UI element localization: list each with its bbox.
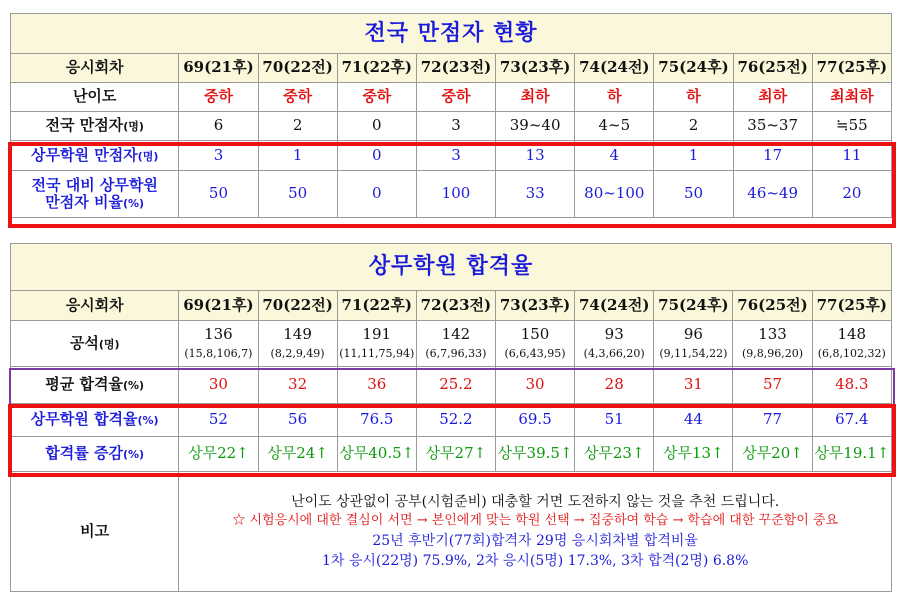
national-perfect-row: [11, 112, 892, 141]
questions-total: 149: [283, 325, 312, 344]
table2-title: 상무학원 합격율: [11, 244, 892, 291]
ratio-cell: 33: [496, 171, 575, 218]
national-cell: 39~40: [496, 112, 575, 141]
questions-detail: (9,11,54,22): [659, 346, 728, 360]
ratio-cell: 50: [258, 171, 337, 218]
questions-cell: [179, 321, 258, 367]
pass-diff-cell: 상무19.1↑: [812, 437, 891, 472]
table2-header-label: 응시회차: [11, 291, 179, 321]
pass-diff-cell: 상무23↑: [575, 437, 654, 472]
difficulty-cell: 최하: [496, 83, 575, 112]
sangmu-pass-cell: 77: [733, 404, 812, 437]
difficulty-label: 난이도: [11, 83, 179, 112]
questions-total: 148: [837, 325, 867, 344]
questions-detail: (4,3,66,20): [583, 346, 645, 360]
questions-detail: (11,11,75,94): [339, 346, 415, 360]
sangmu-perfect-cell: 3: [179, 141, 258, 171]
session-cell: 70(22전): [258, 291, 337, 321]
questions-label-text: 공석: [69, 333, 99, 352]
sangmu-pass-unit: (%): [137, 414, 159, 428]
pass-diff-cell: 상무40.5↑: [337, 437, 416, 472]
pass-diff-cell: 상무27↑: [416, 437, 495, 472]
table2-session-row: [11, 291, 892, 321]
national-cell: 4~5: [575, 112, 654, 141]
avg-pass-row: [11, 367, 892, 404]
difficulty-row: [11, 83, 892, 112]
ratio-label-line1: 전국 대비 상무학원: [31, 175, 158, 194]
national-cell: 35~37: [733, 112, 812, 141]
avg-pass-cell: 48.3: [812, 367, 891, 404]
questions-row: [11, 321, 892, 367]
difficulty-cell: 하: [575, 83, 654, 112]
avg-pass-cell: 57: [733, 367, 812, 404]
questions-detail: (9,8,96,20): [741, 346, 804, 360]
sangmu-pass-label-text: 상무학원 합격율: [30, 410, 138, 429]
national-cell: ≒55: [812, 112, 891, 141]
session-cell: 75(24후): [654, 291, 733, 321]
sangmu-perfect-row: [11, 141, 892, 171]
questions-cell: [812, 321, 891, 367]
ratio-cell: 46~49: [733, 171, 812, 218]
session-cell: 72(23전): [416, 291, 495, 321]
national-cell: 6: [179, 112, 258, 141]
questions-unit: (명): [98, 337, 120, 351]
questions-detail: (8,2,9,49): [270, 346, 325, 360]
questions-cell: [654, 321, 733, 367]
session-cell: 69(21후): [179, 54, 258, 83]
session-cell: 71(22후): [337, 54, 416, 83]
questions-cell: [733, 321, 812, 367]
avg-pass-cell: 28: [575, 367, 654, 404]
national-perfect-label-text: 전국 만점자: [45, 116, 124, 135]
ratio-label: [11, 171, 179, 218]
session-cell: 76(25전): [733, 291, 812, 321]
ratio-cell: 80~100: [575, 171, 654, 218]
sangmu-perfect-label-text: 상무학원 만점자: [31, 145, 138, 164]
ratio-cell: 50: [654, 171, 733, 218]
sangmu-pass-cell: 44: [654, 404, 733, 437]
pass-diff-label-text: 합격률 증감: [45, 444, 123, 463]
sangmu-pass-cell: 69.5: [495, 404, 574, 437]
pass-diff-row: [11, 437, 892, 472]
session-cell: 74(24전): [575, 54, 654, 83]
questions-total: 150: [520, 325, 550, 344]
questions-cell: [337, 321, 416, 367]
questions-detail: (6,8,102,32): [817, 346, 886, 360]
table1-title: 전국 만점자 현황: [11, 14, 892, 54]
sangmu-pass-cell: 56: [258, 404, 337, 437]
national-cell: 3: [416, 112, 495, 141]
remark-line-4: 1차 응시(22명) 75.9%, 2차 응시(5명) 17.3%, 3차 합격(2명) 6.8%: [321, 553, 749, 570]
pass-diff-cell: 상무20↑: [733, 437, 812, 472]
sangmu-perfect-cell: 17: [733, 141, 812, 171]
questions-total: 96: [683, 325, 703, 344]
difficulty-cell: 중하: [337, 83, 416, 112]
sangmu-pass-cell: 76.5: [337, 404, 416, 437]
difficulty-cell: 최최하: [812, 83, 891, 112]
avg-pass-cell: 36: [337, 367, 416, 404]
pass-rate-table: [10, 243, 892, 592]
difficulty-cell: 중하: [179, 83, 258, 112]
remarks-row: [11, 472, 892, 592]
ratio-unit: (%): [122, 197, 145, 210]
remark-line-2: ☆ 시험응시에 대한 결심이 서면 → 본인에게 맞는 학원 선택 → 집중하여 학습 → 학습에 대한 꾸준함이 중요: [232, 512, 839, 528]
ratio-cell: 20: [812, 171, 891, 218]
sangmu-perfect-cell: 13: [496, 141, 575, 171]
sangmu-perfect-label: [11, 141, 179, 171]
sangmu-perfect-cell: 3: [416, 141, 495, 171]
avg-pass-unit: (%): [122, 379, 145, 393]
ratio-cell: 50: [179, 171, 258, 218]
session-cell: 76(25전): [733, 54, 812, 83]
remarks-label: 비고: [11, 472, 179, 592]
national-perfect-unit: (명): [123, 120, 144, 134]
questions-total: 133: [758, 325, 787, 344]
sangmu-perfect-cell: 11: [812, 141, 891, 171]
national-cell: 2: [654, 112, 733, 141]
national-perfect-score-table: [10, 13, 892, 218]
sangmu-pass-row: [11, 404, 892, 437]
questions-detail: (6,7,96,33): [425, 346, 487, 360]
remarks-content: [179, 472, 892, 592]
questions-label: [11, 321, 179, 367]
session-cell: 73(23후): [496, 54, 575, 83]
difficulty-cell: 최하: [733, 83, 812, 112]
remark-line-3: 25년 후반기(77회)합격자 29명 응시회차별 합격비율: [372, 532, 698, 549]
questions-cell: [258, 321, 337, 367]
questions-cell: [575, 321, 654, 367]
sangmu-perfect-cell: 1: [258, 141, 337, 171]
avg-pass-label-text: 평균 합격율: [45, 375, 123, 394]
questions-total: 93: [604, 325, 624, 344]
avg-pass-cell: 30: [495, 367, 574, 404]
ratio-cell: 0: [337, 171, 416, 218]
sangmu-perfect-cell: 4: [575, 141, 654, 171]
sangmu-pass-cell: 52.2: [416, 404, 495, 437]
sangmu-perfect-cell: 0: [337, 141, 416, 171]
sangmu-perfect-cell: 1: [654, 141, 733, 171]
session-cell: 69(21후): [179, 291, 258, 321]
table1-header-label: 응시회차: [11, 54, 179, 83]
national-cell: 2: [258, 112, 337, 141]
sangmu-pass-cell: 51: [575, 404, 654, 437]
session-cell: 74(24전): [575, 291, 654, 321]
session-cell: 77(25후): [812, 291, 891, 321]
difficulty-cell: 중하: [258, 83, 337, 112]
pass-diff-cell: 상무39.5↑: [495, 437, 574, 472]
sangmu-perfect-unit: (명): [137, 149, 159, 163]
pass-diff-cell: 상무13↑: [654, 437, 733, 472]
session-cell: 70(22전): [258, 54, 337, 83]
questions-total: 142: [441, 325, 471, 344]
remark-line-1: 난이도 상관없이 공부(시험준비) 대충할 거면 도전하지 않는 것을 추천 드립니다.: [291, 493, 780, 510]
session-cell: 77(25후): [812, 54, 891, 83]
questions-cell: [495, 321, 574, 367]
questions-total: 136: [204, 325, 233, 344]
difficulty-cell: 중하: [416, 83, 495, 112]
sangmu-pass-cell: 52: [179, 404, 258, 437]
questions-detail: (6,6,43,95): [504, 346, 566, 360]
questions-total: 191: [362, 325, 392, 344]
avg-pass-cell: 25.2: [416, 367, 495, 404]
pass-diff-unit: (%): [122, 448, 145, 462]
sangmu-pass-cell: 67.4: [812, 404, 891, 437]
questions-cell: [416, 321, 495, 367]
pass-diff-cell: 상무22↑: [179, 437, 258, 472]
avg-pass-label: [11, 367, 179, 404]
session-cell: 75(24후): [654, 54, 733, 83]
avg-pass-cell: 30: [179, 367, 258, 404]
ratio-cell: 100: [416, 171, 495, 218]
sangmu-pass-label: [11, 404, 179, 437]
table1-session-row: [11, 54, 892, 83]
avg-pass-cell: 32: [258, 367, 337, 404]
avg-pass-cell: 31: [654, 367, 733, 404]
pass-diff-label: [11, 437, 179, 472]
pass-diff-cell: 상무24↑: [258, 437, 337, 472]
difficulty-cell: 하: [654, 83, 733, 112]
ratio-row: [11, 171, 892, 218]
national-cell: 0: [337, 112, 416, 141]
ratio-label-line2: 만점자 비율: [45, 193, 123, 211]
session-cell: 73(23후): [495, 291, 574, 321]
session-cell: 72(23전): [416, 54, 495, 83]
national-perfect-label: [11, 112, 179, 141]
questions-detail: (15,8,106,7): [184, 346, 253, 360]
session-cell: 71(22후): [337, 291, 416, 321]
